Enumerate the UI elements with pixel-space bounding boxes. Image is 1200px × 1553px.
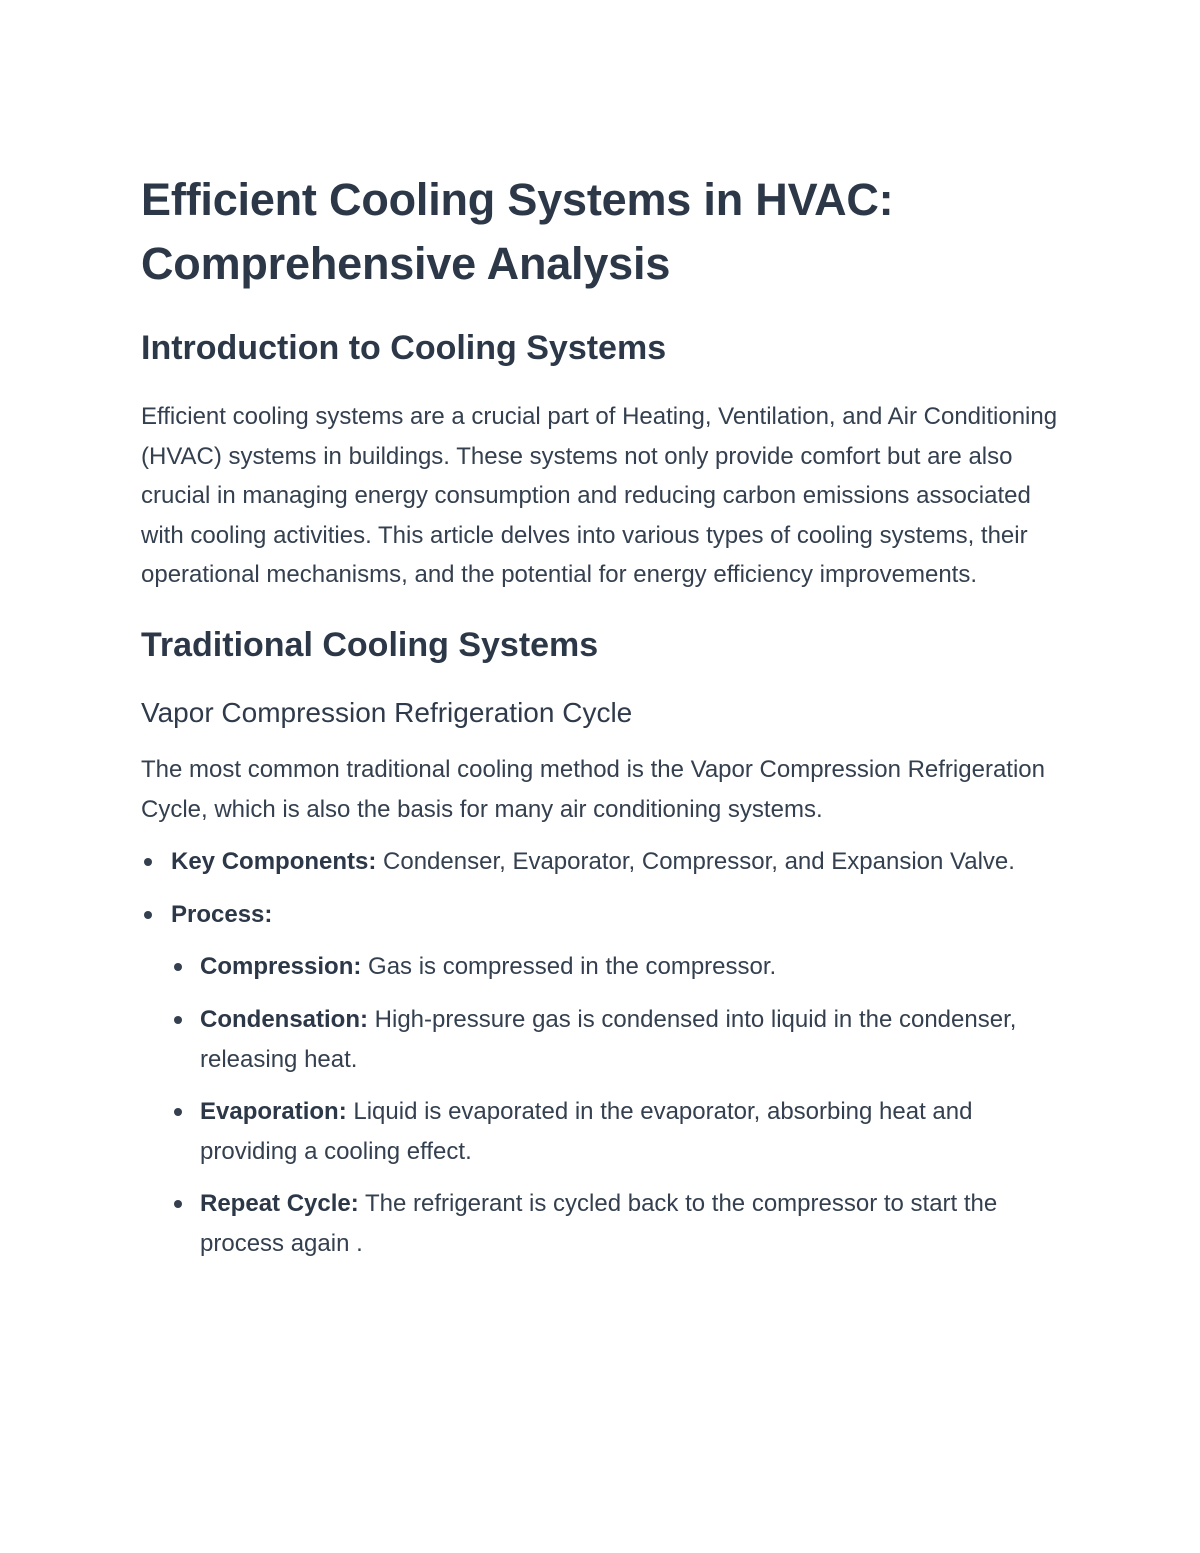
- process-step-text: High-pressure gas is condensed into liquid in the condenser, releasing heat.: [200, 1005, 1017, 1073]
- section-heading-traditional: Traditional Cooling Systems: [141, 625, 599, 664]
- process-step-term: Condensation:: [200, 1005, 368, 1033]
- document-page: [141, 168, 1061, 1277]
- process-step-item: [171, 947, 1061, 987]
- list-item-term: Key Components:: [171, 848, 377, 876]
- process-step-item: [171, 1092, 1061, 1171]
- list-item-text: Condenser, Evaporator, Compressor, and Expansion Valve.: [376, 848, 1015, 876]
- bullet-icon: [144, 858, 152, 866]
- subheading-vapor-compression: Vapor Compression Refrigeration Cycle: [141, 696, 633, 728]
- list-item: [141, 842, 1061, 882]
- process-step-term: Compression:: [200, 953, 362, 981]
- vapor-paragraph: The most common traditional cooling method is the Vapor Compression Refrigeration Cycle, which is also the basis for many air conditioning systems.: [141, 755, 1045, 823]
- bullet-icon: [144, 911, 152, 919]
- process-step-item: [171, 1184, 1061, 1263]
- bullet-icon: [174, 1108, 182, 1116]
- section-heading-intro: Introduction to Cooling Systems: [141, 329, 667, 367]
- process-step-text: Liquid is evaporated in the evaporator, absorbing heat and providing a cooling effect.: [200, 1098, 973, 1165]
- bullet-icon: [174, 1200, 182, 1208]
- bullet-icon: [174, 963, 182, 971]
- bullet-icon: [174, 1016, 182, 1024]
- list-item-term: Process:: [171, 900, 273, 928]
- intro-paragraph: Efficient cooling systems are a crucial part of Heating, Ventilation, and Air Conditioning (HVAC) systems in buildings. These systems not only provide comfort but are also crucial in managing energy consumption and reducing carbon emissions associated with cooling activities. This article delves into various types of cooling systems, their operational mechanisms, and the potential for energy efficiency improvements.: [141, 403, 1058, 589]
- process-step-term: Repeat Cycle:: [200, 1190, 359, 1218]
- process-step-text: The refrigerant is cycled back to the compressor to start the process again .: [200, 1190, 998, 1257]
- document-title: Efficient Cooling Systems in HVAC: Comprehensive Analysis: [141, 174, 894, 289]
- component-list: [141, 842, 1061, 1263]
- process-steps-list: [171, 947, 1061, 1263]
- process-step-text: Gas is compressed in the compressor.: [361, 953, 777, 981]
- process-step-item: [171, 1000, 1061, 1079]
- list-item: [141, 895, 1061, 1264]
- process-step-term: Evaporation:: [200, 1098, 347, 1126]
